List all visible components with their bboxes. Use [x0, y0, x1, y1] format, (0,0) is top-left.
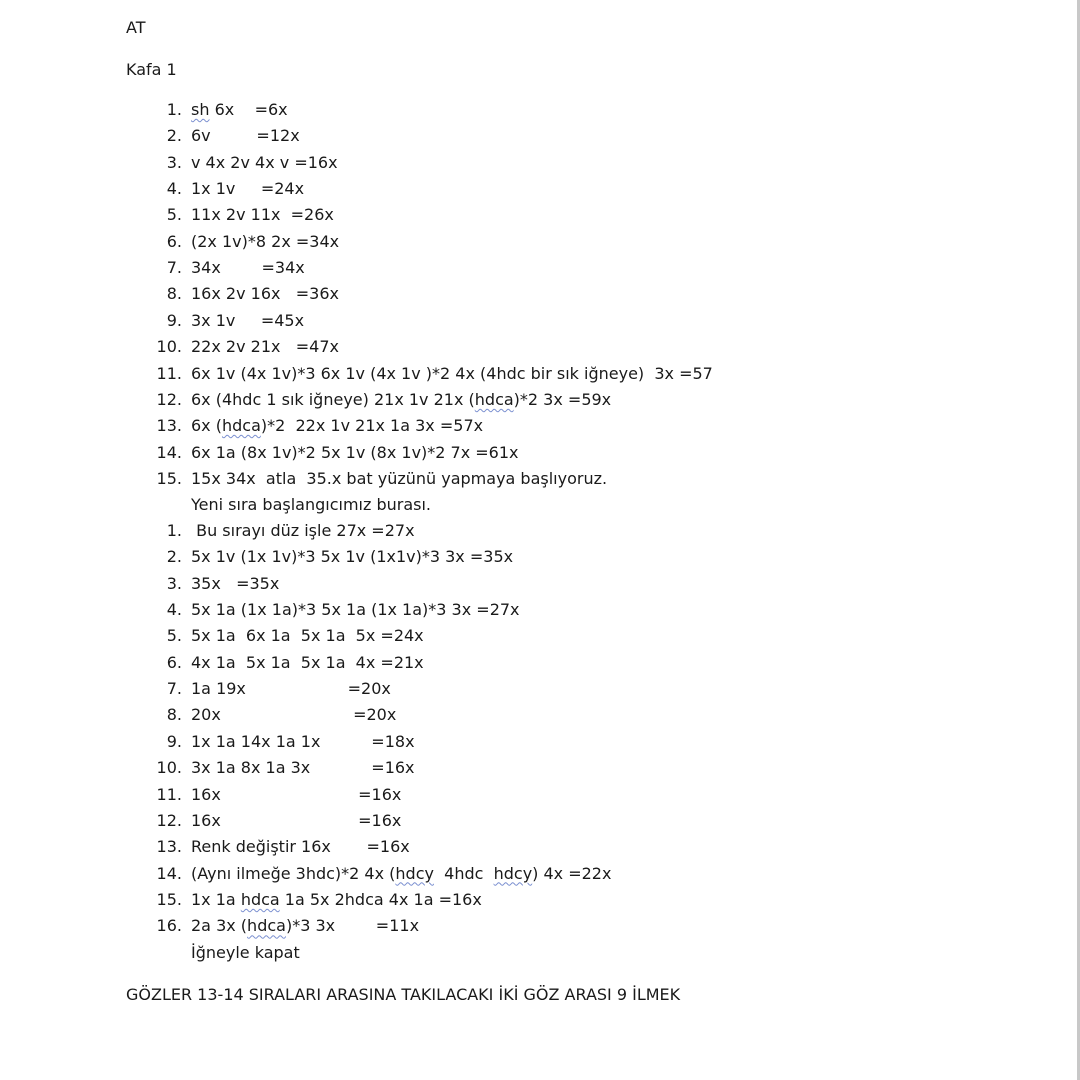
text-run: 5x 1a 6x 1a 5x 1a 5x =24x: [191, 626, 424, 646]
list-item-text: [191, 679, 391, 699]
text-run: 6x 1a (8x 1v)*2 5x 1v (8x 1v)*2 7x =61x: [191, 442, 519, 462]
text-run: 11x 2v 11x =26x: [191, 205, 334, 225]
text-run: 1x 1v =24x: [191, 179, 305, 199]
list-item-number: 15.: [156, 889, 182, 909]
list-item-number: 16.: [156, 916, 182, 936]
list-item-text: [191, 626, 424, 646]
text-run: )*3 3x =11x: [285, 916, 420, 936]
text-run: 6v =12x: [191, 126, 300, 146]
list-item-text: [191, 337, 339, 357]
list-item-number: 3.: [166, 152, 182, 172]
list-item-number: 12.: [156, 389, 182, 409]
text-run: 16x =16x: [191, 784, 402, 804]
text-run: (Aynı ilmeğe 3hdc)*2 4x (: [191, 863, 396, 883]
text-run: 6x 1v (4x 1v)*3 6x 1v (4x 1v )*2 4x (4hdc bir sık iğneye) 3x =57: [191, 363, 713, 383]
text-run: 20x =20x: [191, 705, 397, 725]
list-item-number: 13.: [156, 837, 182, 857]
list-item-number: 6.: [166, 652, 182, 672]
text-run: )*2 22x 1v 21x 1a 3x =57x: [260, 416, 484, 436]
list-item-number: 15.: [156, 468, 182, 488]
list-item-text: [191, 311, 304, 331]
list-item-text: [191, 574, 279, 594]
list-item-text: [191, 811, 401, 831]
spellcheck-word: hdca: [474, 389, 514, 409]
text-run: 22x 2v 21x =47x: [191, 337, 339, 357]
text-run: 16x =16x: [191, 810, 402, 830]
text-run: (2x 1v)*8 2x =34x: [191, 231, 340, 251]
text-run: v 4x 2v 4x v =16x: [191, 152, 338, 172]
text-run: 3x 1a 8x 1a 3x =16x: [191, 758, 415, 778]
list-item-text: [191, 758, 415, 778]
list-item-text: [191, 890, 482, 910]
list-item-text: [191, 258, 305, 278]
spellcheck-word: sh: [191, 100, 210, 119]
text-run: Bu sırayı düz işle 27x =27x: [191, 521, 415, 540]
text-run: 1x 1a: [191, 889, 241, 909]
list-item-text: [191, 100, 288, 120]
text-run: 1x 1a 14x 1a 1x =18x: [191, 731, 415, 751]
text-run: 5x 1a (1x 1a)*3 5x 1a (1x 1a)*3 3x =27x: [191, 600, 520, 620]
list-item-text: [191, 916, 419, 936]
list-item-text: [191, 205, 334, 225]
spellcheck-word: hdca: [240, 889, 280, 909]
text-run: Renk değiştir 16x =16x: [191, 837, 410, 857]
list-item-text: [191, 364, 713, 384]
list-item-number: 2.: [166, 126, 182, 146]
list-item-number: 8.: [166, 284, 182, 304]
list-item-number: 5.: [166, 626, 182, 646]
list-item-text: [191, 469, 607, 489]
list-item-number: 14.: [156, 863, 182, 883]
list-item-text: [191, 837, 410, 857]
footer-note: GÖZLER 13-14 SIRALARI ARASINA TAKILACAKI İKİ GÖZ ARASI 9 İLMEK: [126, 985, 681, 1004]
list-item-text: [191, 653, 424, 673]
list-item-text: [191, 126, 300, 146]
text-run: 2a 3x (: [191, 916, 248, 936]
list-item-number: 13.: [156, 416, 182, 436]
document-title: AT: [126, 18, 146, 37]
list-item-text: [191, 153, 338, 173]
text-run: 1a 19x =20x: [191, 679, 391, 699]
text-run: 3x 1v =45x: [191, 310, 305, 330]
list-item-text: [191, 232, 339, 252]
text-run: 6x =6x: [209, 100, 288, 119]
list-item-text: [191, 864, 611, 884]
list-item-number: 7.: [166, 258, 182, 278]
list-item-number: 10.: [156, 337, 182, 357]
list-item-text: [191, 416, 483, 436]
list-item-number: 9.: [166, 310, 182, 330]
list-item-number: 14.: [156, 442, 182, 462]
list-item-text: [191, 705, 396, 725]
list-item-number: 4.: [166, 179, 182, 199]
list-item-number: 11.: [156, 784, 182, 804]
list-note: Yeni sıra başlangıcımız burası.: [191, 495, 432, 514]
list-item-number: 1.: [166, 521, 182, 540]
list-item-text: [191, 785, 401, 805]
spellcheck-word: hdcy: [493, 863, 533, 883]
list-item-number: 2.: [166, 547, 182, 567]
text-run: 16x 2v 16x =36x: [191, 284, 339, 304]
list-item-number: 9.: [166, 731, 182, 751]
list-item-text: [191, 390, 611, 410]
list-item-text: [191, 732, 415, 752]
text-run: 34x =34x: [191, 258, 305, 278]
text-run: 15x 34x atla 35.x bat yüzünü yapmaya başlıyoruz.: [191, 468, 608, 488]
list-item-number: 11.: [156, 363, 182, 383]
spellcheck-word: hdca: [247, 916, 286, 936]
list-item-number: 6.: [166, 231, 182, 251]
text-run: 5x 1v (1x 1v)*3 5x 1v (1x1v)*3 3x =35x: [191, 547, 514, 567]
text-run: )*2 3x =59x: [513, 389, 612, 409]
list-item-number: 12.: [156, 810, 182, 830]
list-item-text: [191, 521, 415, 541]
list-item-number: 3.: [166, 573, 182, 593]
list-item-text: [191, 600, 520, 620]
list-item-text: [191, 284, 339, 304]
text-run: ) 4x =22x: [532, 863, 612, 883]
list-item-number: 8.: [166, 705, 182, 725]
text-run: 35x =35x: [191, 573, 280, 593]
list-item-text: [191, 443, 519, 463]
section-heading: Kafa 1: [126, 60, 177, 79]
list-item-number: 5.: [166, 205, 182, 225]
text-run: 4hdc: [433, 863, 494, 883]
text-run: 4x 1a 5x 1a 5x 1a 4x =21x: [191, 652, 424, 672]
spellcheck-word: hdcy: [395, 863, 434, 883]
text-run: 6x (4hdc 1 sık iğneye) 21x 1v 21x (: [191, 389, 475, 409]
text-run: 1a 5x 2hdca 4x 1a =16x: [279, 889, 482, 909]
spellcheck-word: hdca: [221, 416, 261, 436]
text-run: 6x (: [191, 416, 222, 436]
list-item-number: 1.: [166, 100, 182, 119]
list-item-text: [191, 179, 304, 199]
list-item-number: 4.: [166, 600, 182, 620]
list-item-number: 7.: [166, 679, 182, 699]
list-item-number: 10.: [156, 758, 182, 778]
closing-line: İğneyle kapat: [191, 943, 300, 962]
list-item-text: [191, 547, 513, 567]
